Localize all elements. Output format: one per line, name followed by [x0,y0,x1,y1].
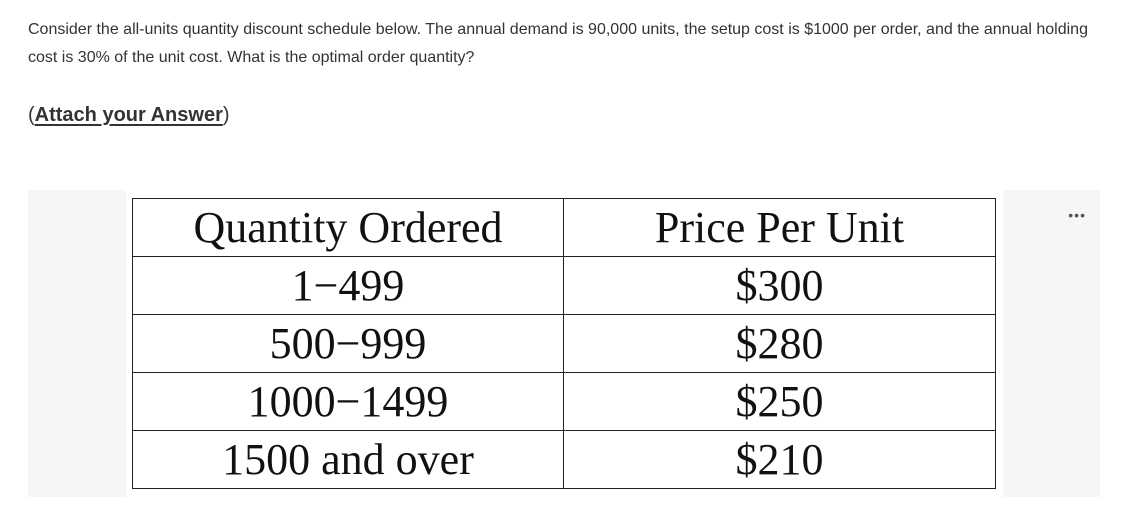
price-cell: $300 [564,257,996,315]
more-horizontal-icon[interactable]: ••• [1068,207,1086,223]
price-cell: $250 [564,373,996,431]
quantity-cell: 1−499 [133,257,564,315]
table-row [133,257,996,315]
table-header-row [133,199,996,257]
image-frame [28,190,1100,497]
price-cell: $210 [564,431,996,489]
table-row [133,431,996,489]
header-quantity-ordered: Quantity Ordered [133,199,564,257]
quantity-cell: 1000−1499 [133,373,564,431]
header-price-per-unit: Price Per Unit [564,199,996,257]
price-cell: $280 [564,315,996,373]
discount-schedule-image [126,190,1003,497]
attach-close-paren: ) [222,104,230,126]
table-row [133,315,996,373]
attach-answer-link[interactable]: Attach your Answer [34,104,223,126]
attach-answer [28,101,230,129]
question-text: Consider the all-units quantity discount schedule below. The annual demand is 90,000 units, the setup cost is $1000 per order, and the annual holding cost is 30% of the unit cost. What is the optimal order quantity? [28,21,1088,66]
quantity-cell: 1500 and over [133,431,564,489]
quantity-cell: 500−999 [133,315,564,373]
attach-open-paren: ( [28,104,35,126]
discount-schedule-table [132,198,996,489]
table-row [133,373,996,431]
